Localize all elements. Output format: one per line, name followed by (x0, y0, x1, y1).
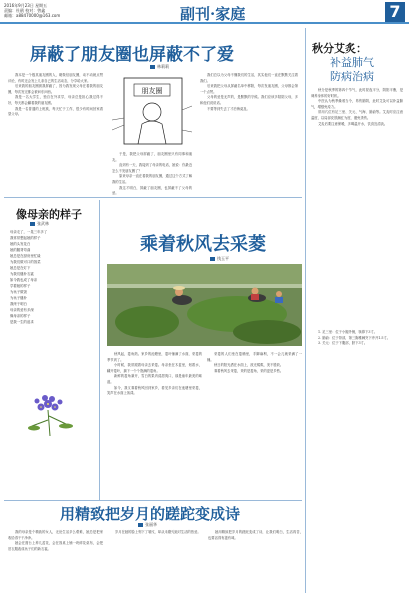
poem-line: 为我们缝补衣裳 (10, 272, 34, 276)
header-editors: 责编：杜鹃 校对：曾鑫 (4, 8, 46, 13)
article3-title: 乘着秋风去采菱 (140, 234, 266, 255)
paragraph: 我们总以为父母不懂我们的生活，其实他们一直在默默关注着我们。 (200, 73, 298, 83)
poem-line: 母亲的爱有多深 (10, 308, 34, 312)
poem-line: 为我们做可口的饭菜 (10, 260, 41, 264)
poem-line: 她的头发花白 (10, 242, 31, 246)
poem-line: 像母亲的样子 (10, 314, 31, 318)
paragraph: 乘着秋风去采菱，采的是菱角，采的更是乡愁。 (214, 368, 284, 373)
article1-col3 (200, 73, 298, 112)
paragraph: 秋分是秋季的第四个节气，此时昼夜平分，阴阳平衡，是调养身体的好时机。 (311, 88, 403, 98)
article4-byline (138, 522, 157, 528)
section-divider (4, 500, 302, 501)
illustration-caption: 朋友圈 (141, 87, 163, 95)
paragraph: 她会在窗台上养几盆花，会在饭桌上铺一块碎花桌布，会把旧衣服改成孩子们的新衣裳。 (8, 541, 103, 551)
paragraph: 我是一名大学生，独自在外求学，母亲总是担心我过得不好，每天都会翻看我的朋友圈。 (8, 95, 103, 105)
article1-col2 (112, 152, 192, 197)
article2-author: 张武林 (37, 221, 49, 226)
paragraph: 我的母亲是个精致的女人，无论生活多么艰难，她总是把家收拾得干干净净。 (8, 530, 103, 540)
section-title: 副刊·家庭 (180, 5, 246, 23)
poem-line: 母亲走了，一晃三年多了 (10, 230, 48, 234)
article3-photo (107, 264, 302, 346)
poem-line: 为孩子做饭 (10, 290, 27, 294)
byline-marker-icon (210, 257, 215, 261)
paragraph: 后来我把父母从屏蔽名单中移除，每次发朋友圈，父母都会第一个点赞。 (200, 84, 298, 94)
poem-line: 她总是在灯下 (10, 266, 31, 270)
column-subtitle-2: 防病治病 (330, 70, 374, 83)
header-date-block (4, 3, 60, 18)
poem-line: 为孩子缝补 (10, 296, 27, 300)
paragraph: 中医认为秋季燥邪当令，易伤肺阴，此时艾灸可以补益肺气，增强免疫力。 (311, 99, 403, 109)
article4-col1 (8, 530, 103, 552)
poem-line: 她的腰背弯曲 (10, 248, 31, 252)
paragraph: 新鲜的菱角剥开，雪白的果肉清甜爽口，那是童年最美的味道。 (107, 374, 202, 384)
column-divider (305, 28, 306, 593)
paragraph: 我本是一个极其朋友圈的人，刷微信朋友圈，动不动就点赞评论，有时还会发上几条自己的生活动态，分享给大家。 (8, 73, 103, 83)
article4-author: 张丽华 (145, 522, 157, 527)
header-email: 邮箱：a88470000@163.com (4, 13, 61, 18)
article1-illustration (112, 70, 192, 148)
article2-byline (30, 221, 49, 227)
page-number: 7 (385, 2, 405, 22)
article2-title: 像母亲的样子 (16, 208, 82, 221)
article3-author: 钱玉平 (217, 256, 229, 261)
column-title: 秋分艾炙： (312, 42, 367, 55)
article1-author: 林莉莉 (157, 64, 169, 69)
poem-line: 我终于明白 (10, 302, 27, 306)
paragraph: 不要等到失去了才后悔莫及。 (207, 106, 250, 111)
paragraph: 我这才明白，屏蔽了朋友圈，也屏蔽不了父母的爱。 (112, 185, 192, 196)
article3-col2 (207, 352, 302, 374)
poem-line: 是我一生的追求 (10, 320, 34, 324)
paragraph: 后来我的朋友圈被我屏蔽了，因为我发现父母在看我的朋友圈，每次发完都会被问东问西。 (8, 84, 103, 94)
paragraph: 秋风起，菱角熟。家乡的池塘里，菱叶铺满了水面，采菱的季节到了。 (107, 352, 202, 362)
article2-poem (10, 229, 47, 325)
byline-marker-icon (150, 65, 155, 69)
article3-col1 (107, 352, 202, 397)
column-subtitle-1: 补益肺气 (330, 56, 374, 69)
paragraph: 直到有一天，我接到了母亲的电话，她说：你最近怎么不发朋友圈了？ (112, 163, 192, 173)
paragraph: 我是一名普通的上班族，每天忙于工作，很少有时间回家看望父母。 (8, 106, 103, 117)
paragraph: 岁月在她的脸上刻下了皱纹，却从未磨灭她对生活的热爱。 (115, 530, 201, 534)
article1-col1 (8, 73, 103, 118)
tip-item: 1. 足三里：位于小腿外侧，犊鼻下3寸。 (318, 330, 378, 334)
column-body (311, 88, 403, 127)
tip-item: 2. 肺俞：位于背部，第三胸椎棘突下旁开1.5寸。 (318, 335, 391, 340)
page-header (0, 0, 409, 24)
byline-marker-icon (138, 523, 143, 527)
column-tips (311, 330, 403, 347)
paragraph: 原来母亲一直在看我的朋友圈，通过这个方式了解我的生活。 (112, 174, 192, 184)
paragraph: 如今，我又乘着秋风回到家乡，看见乡亲们在池塘里采菱，笑声在水面上荡漾。 (107, 385, 202, 396)
article4-col2 (108, 530, 203, 536)
poem-line: 学着她的样子 (10, 284, 31, 288)
paragraph: 于是，我把父母屏蔽了，朋友圈里只有同事和朋友。 (112, 152, 192, 162)
article1-title: 屏蔽了朋友圈也屏蔽不了爱 (30, 45, 234, 65)
header-date: 2016年9月23日 星期五 (4, 3, 48, 8)
tip-item: 3. 关元：位于下腹部，脐下3寸。 (318, 341, 368, 346)
poem-line: 如今我也成了母亲 (10, 278, 38, 282)
paragraph: 常用穴位有足三里、关元、气海、肺俞等。艾灸时应注意温度，以局部皮肤潮红为度，避免烫伤。 (311, 110, 403, 120)
byline-marker-icon (30, 222, 35, 226)
paragraph: 父母的爱是无声的，是默默的守候。我们应该多陪陪父母，多和他们说说话。 (200, 95, 298, 105)
poem-line: 她总是在厨房里忙碌 (10, 254, 41, 258)
paragraph: 秋日的阳光洒在水面上，波光粼粼，美不胜收。 (214, 363, 284, 368)
paragraph: 她用精致把岁月的蹉跎变成了诗，让我们明白，生活再苦，也要活得有滋有味。 (208, 530, 303, 540)
paragraph: 小时候，我常跟着母亲去采菱。母亲坐在木盆里，划着水，翻开菱叶，摘下一个个饱满的菱角。 (107, 363, 202, 373)
article3-byline (210, 256, 229, 262)
section-divider (4, 197, 302, 198)
flower-illustration (20, 390, 80, 438)
poem-line: 我常常想起她的样子 (10, 236, 41, 240)
column-divider (99, 200, 100, 500)
paragraph: 采菱的人们坐在菱桶里，手脚麻利，不一会儿就采满了一桶。 (207, 352, 302, 362)
article4-col3 (208, 530, 303, 541)
paragraph: 艾灸后要注意保暖，多喝温开水，饮食宜清淡。 (318, 121, 388, 126)
article4-title: 用精致把岁月的蹉跎变成诗 (60, 505, 241, 523)
